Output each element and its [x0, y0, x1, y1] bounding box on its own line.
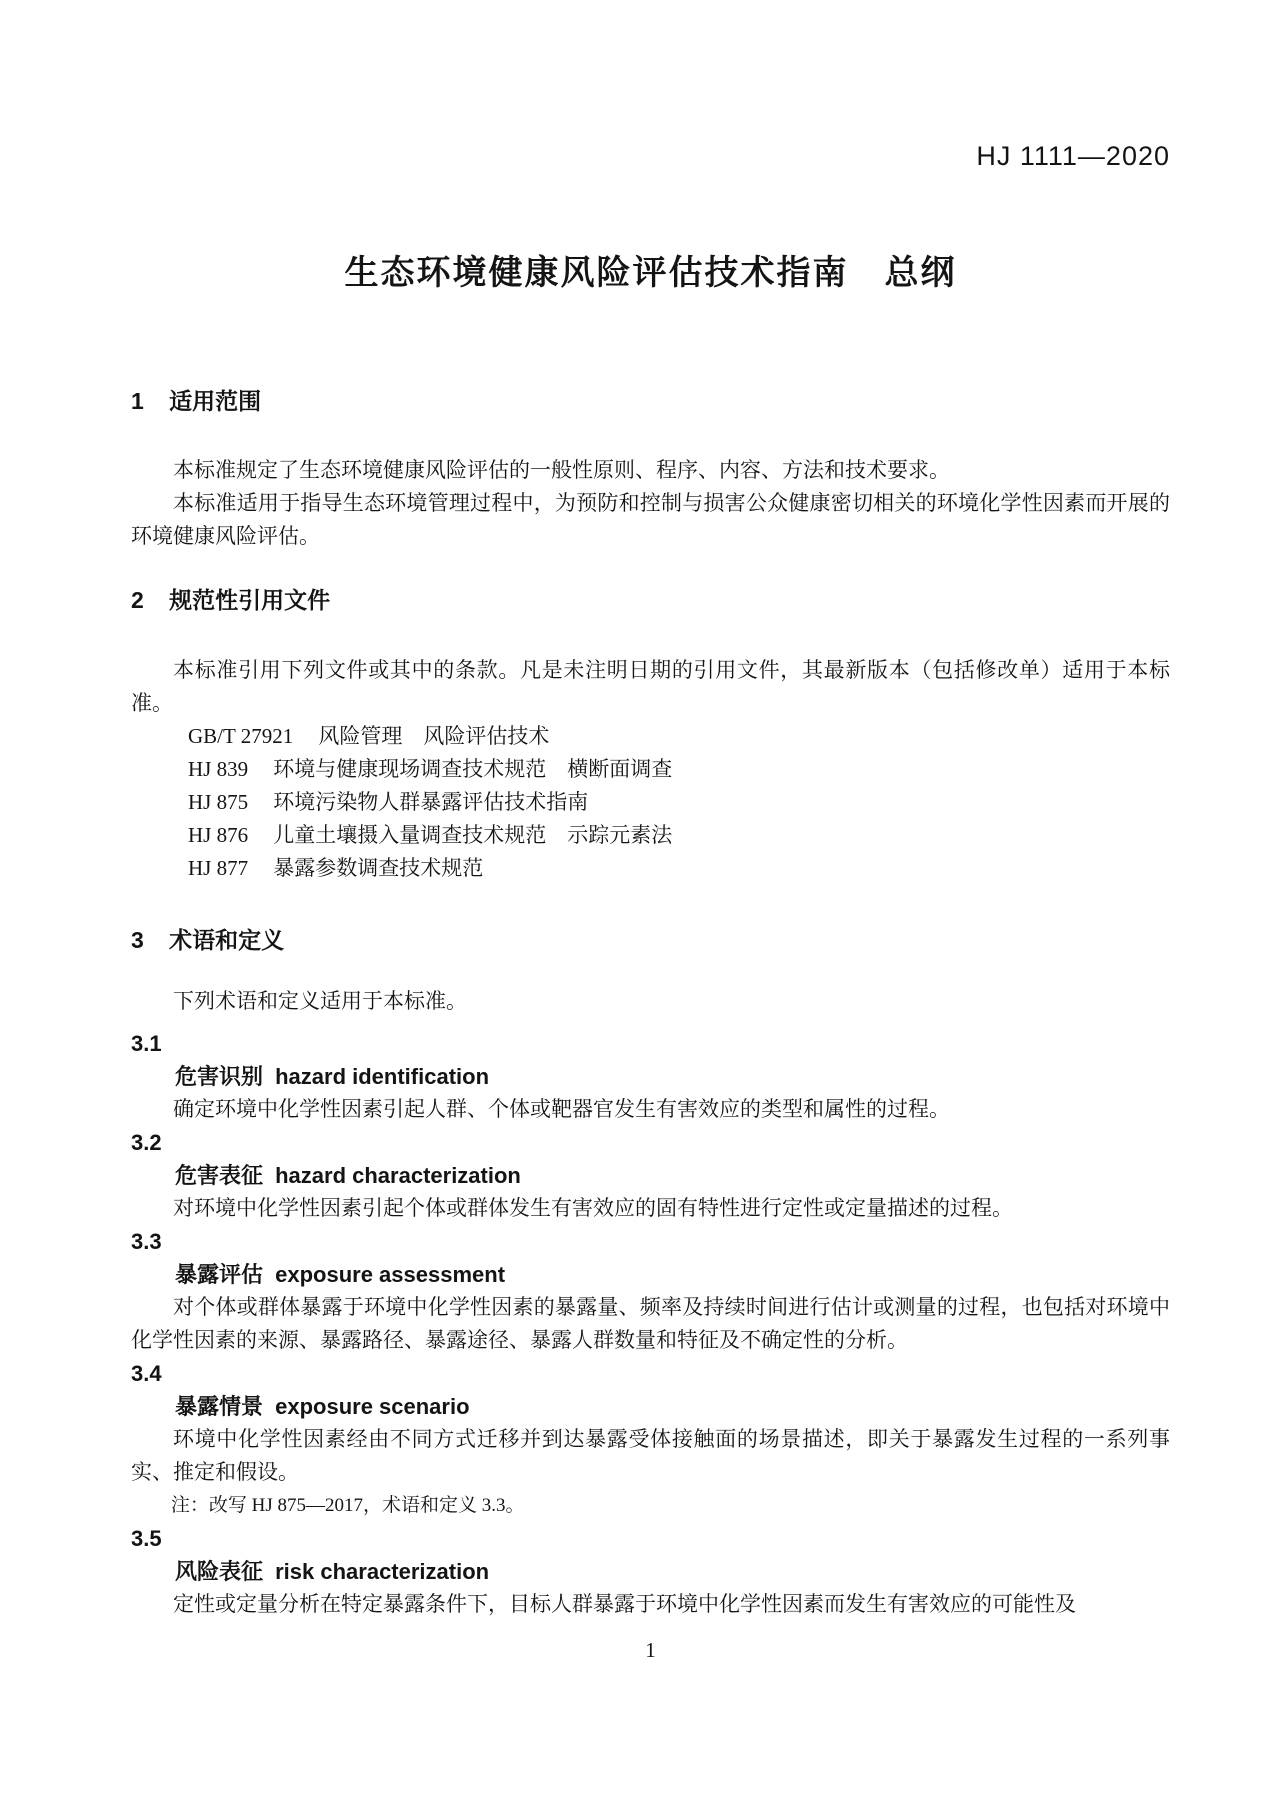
term-definition: 确定环境中化学性因素引起人群、个体或靶器官发生有害效应的类型和属性的过程。: [173, 1097, 950, 1121]
term-block: [131, 1522, 1170, 1621]
term-name-en: hazard identification: [275, 1064, 490, 1089]
reference-item: [131, 753, 1170, 786]
terms-list: [131, 1027, 1170, 1621]
term-block: [131, 1126, 1170, 1225]
section-1-heading: [131, 386, 1170, 416]
section-3-label: 术语和定义: [169, 927, 285, 953]
term-note: 注：改写 HJ 875—2017，术语和定义 3.3。: [170, 1495, 525, 1516]
term-name-en: exposure assessment: [275, 1262, 506, 1287]
scope-paragraph-2: 本标准适用于指导生态环境管理过程中，为预防和控制与损害公众健康密切相关的环境化学性因素而开展的环境健康风险评估。: [131, 491, 1170, 548]
reference-code: HJ 839: [188, 757, 249, 781]
reference-title: 环境污染物人群暴露评估技术指南: [273, 790, 589, 814]
term-name-zh: 危害表征: [175, 1163, 264, 1188]
reference-code: GB/T 27921: [188, 724, 294, 748]
section-3-number: 3: [131, 927, 144, 953]
references-intro: 本标准引用下列文件或其中的条款。凡是未注明日期的引用文件，其最新版本（包括修改单）适用于本标准。: [131, 658, 1170, 715]
section-3-heading: [131, 925, 1170, 955]
term-heading: [131, 1390, 1170, 1423]
page-number: 1: [645, 1638, 656, 1662]
reference-item: [131, 852, 1170, 885]
section-2-number: 2: [131, 587, 144, 613]
reference-title: 风险管理 风险评估技术: [318, 724, 550, 748]
section-2-label: 规范性引用文件: [169, 587, 331, 613]
term-block: [131, 1027, 1170, 1126]
document-title: 生态环境健康风险评估技术指南 总纲: [344, 254, 957, 292]
reference-code: HJ 876: [188, 823, 249, 847]
term-name-zh: 危害识别: [175, 1064, 264, 1089]
term-number: 3.1: [131, 1031, 162, 1056]
term-block: [131, 1225, 1170, 1357]
term-definition: 定性或定量分析在特定暴露条件下，目标人群暴露于环境中化学性因素而发生有害效应的可能性及: [173, 1592, 1076, 1616]
reference-title: 儿童土壤摄入量调查技术规范 示踪元素法: [273, 823, 673, 847]
reference-title: 环境与健康现场调查技术规范 横断面调查: [273, 757, 673, 781]
reference-item: [131, 819, 1170, 852]
term-heading: [131, 1258, 1170, 1291]
term-definition: 对个体或群体暴露于环境中化学性因素的暴露量、频率及持续时间进行估计或测量的过程，也包括对环境中化学性因素的来源、暴露路径、暴露途径、暴露人群数量和特征及不确定性的分析。: [131, 1295, 1170, 1352]
term-name-en: exposure scenario: [275, 1394, 470, 1419]
standard-code: HJ 1111—2020: [976, 141, 1170, 171]
term-name-en: risk characterization: [275, 1559, 490, 1584]
term-number: 3.4: [131, 1361, 162, 1386]
term-name-en: hazard characterization: [275, 1163, 521, 1188]
term-heading: [131, 1159, 1170, 1192]
term-number: 3.5: [131, 1526, 162, 1551]
term-heading: [131, 1060, 1170, 1093]
term-definition: 对环境中化学性因素引起个体或群体发生有害效应的固有特性进行定性或定量描述的过程。: [173, 1196, 1013, 1220]
section-1-number: 1: [131, 388, 144, 414]
section-2-heading: [131, 585, 1170, 615]
term-heading: [131, 1555, 1170, 1588]
reference-item: [131, 786, 1170, 819]
reference-code: HJ 877: [188, 856, 249, 880]
reference-code: HJ 875: [188, 790, 249, 814]
terms-intro: 下列术语和定义适用于本标准。: [173, 989, 467, 1013]
term-number: 3.2: [131, 1130, 162, 1155]
reference-item: [131, 720, 1170, 753]
references-list: [131, 720, 1170, 885]
scope-paragraph-1: 本标准规定了生态环境健康风险评估的一般性原则、程序、内容、方法和技术要求。: [173, 458, 950, 482]
term-number: 3.3: [131, 1229, 162, 1254]
term-block: [131, 1357, 1170, 1522]
term-name-zh: 暴露情景: [175, 1394, 264, 1419]
term-definition: 环境中化学性因素经由不同方式迁移并到达暴露受体接触面的场景描述，即关于暴露发生过程的一系列事实、推定和假设。: [131, 1427, 1170, 1484]
term-name-zh: 风险表征: [175, 1559, 264, 1584]
reference-title: 暴露参数调查技术规范: [273, 856, 484, 880]
section-1-label: 适用范围: [169, 388, 262, 414]
term-name-zh: 暴露评估: [175, 1262, 264, 1287]
